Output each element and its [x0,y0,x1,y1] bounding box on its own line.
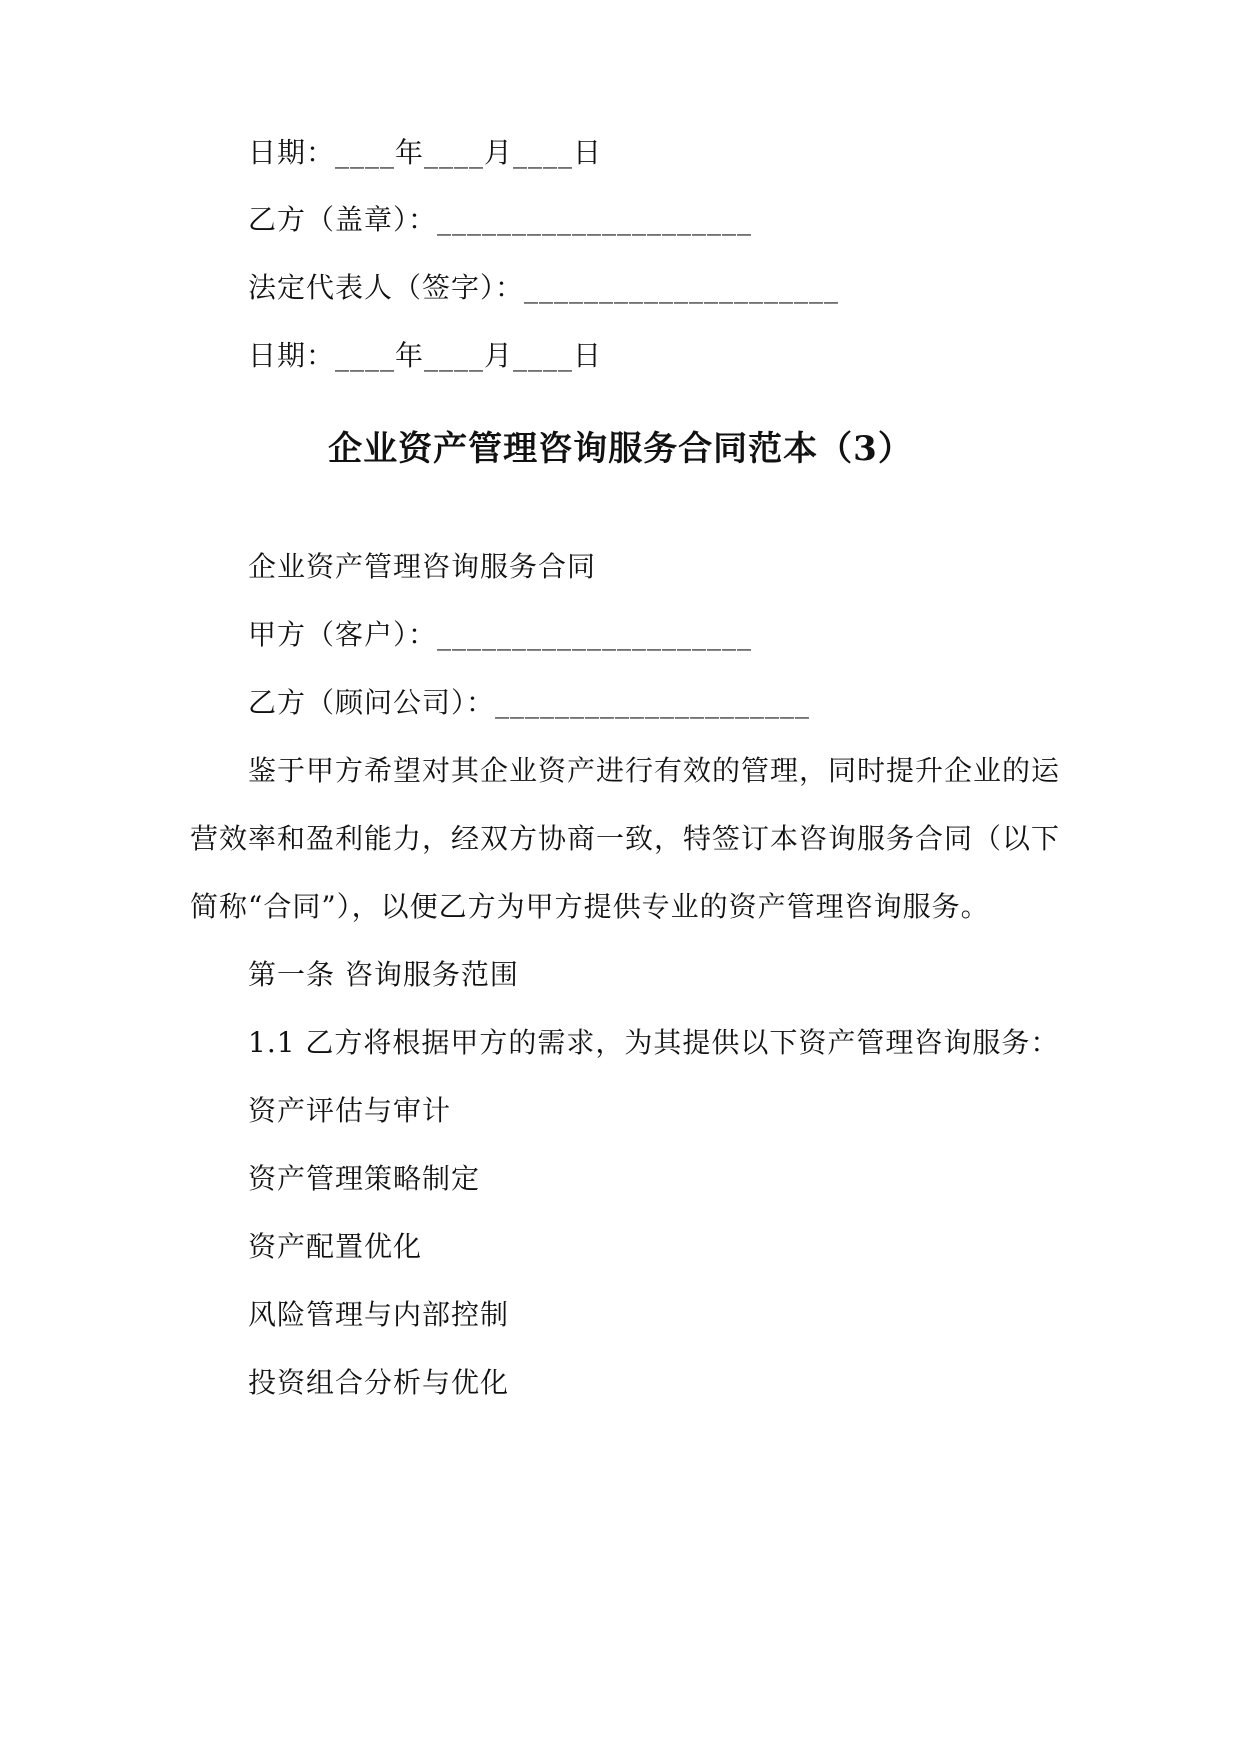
service-item: 投资组合分析与优化 [248,1366,510,1399]
document-title: 企业资产管理咨询服务合同范本（3） [328,429,913,469]
service-item: 风险管理与内部控制 [248,1298,510,1331]
signature-date-line: 日期：____年____月____日 [248,339,603,372]
service-item: 资产配置优化 [248,1230,423,1263]
party-b-seal-line: 乙方（盖章）：_____________________ [248,203,753,236]
article-heading: 第一条 咨询服务范围 [248,958,519,991]
service-item: 资产评估与审计 [248,1094,452,1127]
clause-text: 1.1 乙方将根据甲方的需求，为其提供以下资产管理咨询服务： [248,1026,1060,1059]
service-item: 资产管理策略制定 [248,1162,481,1195]
contract-name: 企业资产管理咨询服务合同 [248,550,597,583]
legal-representative-signature-line: 法定代表人（签字）：_____________________ [248,271,840,304]
signature-date-line: 日期：____年____月____日 [248,136,603,169]
party-a-line: 甲方（客户）：_____________________ [248,618,753,651]
preamble-paragraph-line: 营效率和盈利能力，经双方协商一致，特签订本咨询服务合同（以下 [190,822,1061,855]
preamble-paragraph-line: 简称“合同”），以便乙方为甲方提供专业的资产管理咨询服务。 [190,890,990,923]
party-b-line: 乙方（顾问公司）：_____________________ [248,686,811,719]
preamble-paragraph-line: 鉴于甲方希望对其企业资产进行有效的管理，同时提升企业的运 [248,754,1061,787]
